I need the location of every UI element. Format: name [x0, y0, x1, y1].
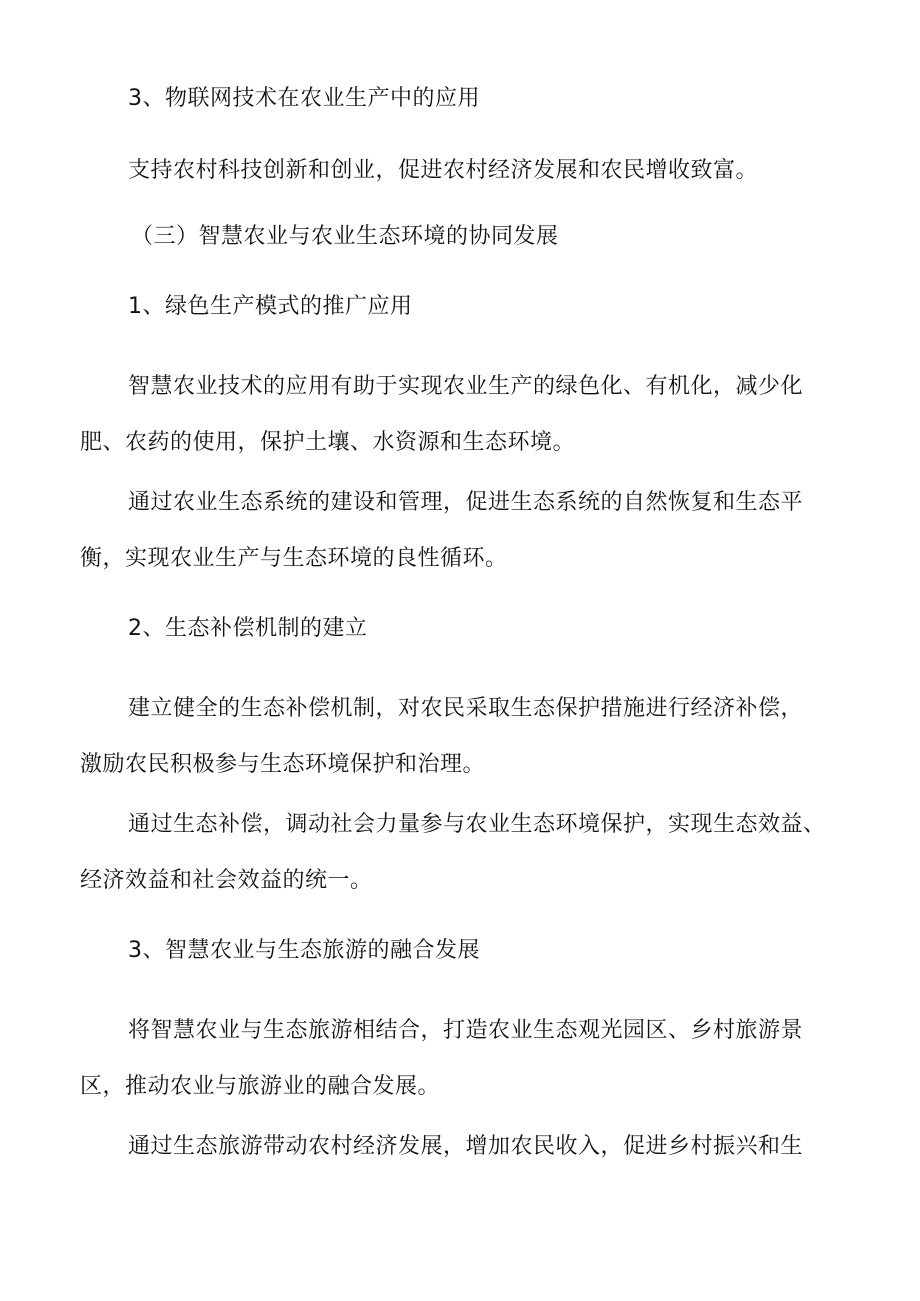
paragraph-line: 区，推动农业与旅游业的融合发展。 — [80, 1074, 441, 1099]
paragraph-line: 肥、农药的使用，保护土壤、水资源和生态环境。 — [80, 430, 576, 455]
paragraph-line: 激励农民积极参与生态环境保护和治理。 — [80, 752, 486, 777]
paragraph-line: 通过农业生态系统的建设和管理，促进生态系统的自然恢复和生态平 — [128, 490, 804, 515]
paragraph-line: 经济效益和社会效益的统一。 — [80, 868, 373, 893]
section-heading: 3、物联网技术在农业生产中的应用 — [128, 86, 480, 111]
chapter-heading: （三）智慧农业与农业生态环境的协同发展 — [131, 224, 559, 249]
paragraph-line: 建立健全的生态补偿机制，对农民采取生态保护措施进行经济补偿， — [128, 696, 804, 721]
paragraph-line: 将智慧农业与生态旅游相结合，打造农业生态观光园区、乡村旅游景 — [128, 1018, 804, 1043]
section-heading: 3、智慧农业与生态旅游的融合发展 — [128, 938, 480, 963]
section-heading: 2、生态补偿机制的建立 — [128, 616, 368, 641]
paragraph-line: 智慧农业技术的应用有助于实现农业生产的绿色化、有机化，减少化 — [128, 374, 804, 399]
paragraph-line: 衡，实现农业生产与生态环境的良性循环。 — [80, 546, 508, 571]
section-heading: 1、绿色生产模式的推广应用 — [128, 294, 413, 319]
paragraph-line: 通过生态补偿，调动社会力量参与农业生态环境保护，实现生态效益、 — [128, 812, 826, 837]
paragraph-line: 通过生态旅游带动农村经济发展，增加农民收入，促进乡村振兴和生 — [128, 1134, 804, 1159]
paragraph-line: 支持农村科技创新和创业，促进农村经济发展和农民增收致富。 — [128, 158, 759, 183]
